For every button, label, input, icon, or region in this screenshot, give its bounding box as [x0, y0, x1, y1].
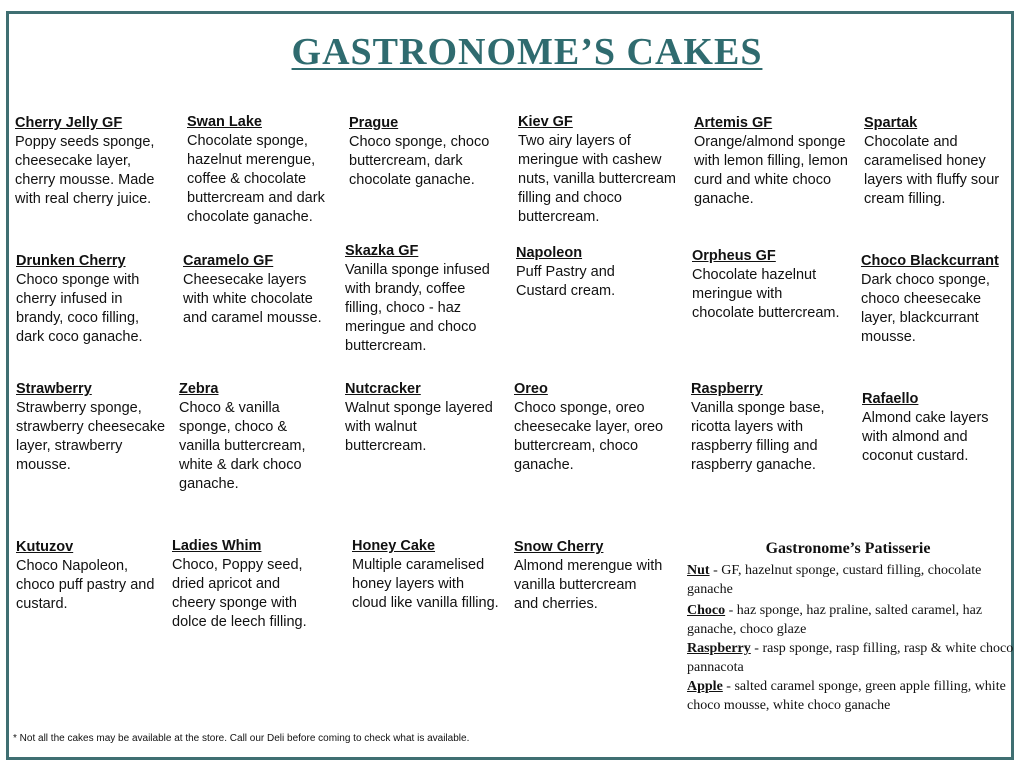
cake-name: Artemis GF	[694, 115, 773, 131]
patisserie-item-choco	[687, 601, 1017, 639]
cake-description: Vanilla sponge base, ricotta layers with raspberry filling and raspberry ganache.	[691, 400, 825, 473]
cake-drunken-cherry	[16, 252, 166, 347]
cake-name: Caramelo GF	[183, 253, 274, 269]
cake-orpheus	[692, 247, 842, 323]
cake-name: Choco Blackcurrant	[861, 253, 999, 269]
cake-name: Cherry Jelly GF	[15, 115, 123, 131]
cake-choco-blackcurrant	[861, 252, 1016, 347]
cake-description: Walnut sponge layered with walnut buttercream.	[345, 400, 493, 454]
cake-name: Kiev GF	[518, 114, 573, 130]
cake-name: Kutuzov	[16, 539, 74, 555]
cake-description: Almond merengue with vanilla buttercream and cherries.	[514, 558, 663, 612]
cake-description: Multiple caramelised honey layers with cloud like vanilla filling.	[352, 557, 499, 611]
cake-description: Choco & vanilla sponge, choco & vanilla buttercream, white & dark choco ganache.	[179, 400, 306, 492]
cake-napoleon	[516, 244, 666, 301]
page-title: GASTRONOME’S CAKES	[291, 31, 763, 73]
cake-artemis	[694, 114, 854, 209]
cake-spartak	[864, 114, 1006, 209]
cake-description: Choco Napoleon, choco puff pastry and custard.	[16, 558, 155, 612]
cake-description: Two airy layers of meringue with cashew nuts, vanilla buttercream filling and choco buttercream.	[518, 133, 676, 225]
cake-rafaello	[862, 390, 1010, 466]
cake-ladies-whim	[172, 537, 322, 632]
cake-raspberry	[691, 380, 846, 475]
cake-name: Nutcracker	[345, 381, 421, 397]
patisserie-item-nut	[687, 561, 1017, 599]
cake-description: Poppy seeds sponge, cheesecake layer, cherry mousse. Made with real cherry juice.	[15, 134, 155, 207]
cake-cherry-jelly	[15, 114, 175, 209]
cake-name: Snow Cherry	[514, 539, 604, 555]
cake-skazka	[345, 242, 505, 356]
cake-kutuzov	[16, 538, 156, 614]
cake-description: Cheesecake layers with white chocolate and caramel mousse.	[183, 272, 322, 326]
patisserie-item-raspberry	[687, 639, 1017, 677]
cake-zebra	[179, 380, 329, 494]
patisserie-item-description: - haz sponge, haz praline, salted caramel, haz ganache, choco glaze	[687, 603, 983, 637]
cake-swan-lake	[187, 113, 345, 227]
cake-description: Orange/almond sponge with lemon filling, lemon curd and white choco ganache.	[694, 134, 848, 207]
cake-nutcracker	[345, 380, 495, 456]
patisserie-item-description: - salted caramel sponge, green apple filling, white choco mousse, white choco ganache	[687, 679, 1006, 713]
cake-name: Oreo	[514, 381, 548, 397]
patisserie-item-name: Nut	[687, 563, 710, 578]
availability-footnote: * Not all the cakes may be available at the store. Call our Deli before coming to check what is available.	[13, 733, 470, 744]
cake-description: Vanilla sponge infused with brandy, coffee filling, choco - haz meringue and choco buttercream.	[345, 262, 490, 354]
cake-name: Spartak	[864, 115, 918, 131]
cake-description: Chocolate and caramelised honey layers with fluffy sour cream filling.	[864, 134, 1000, 207]
cake-description: Choco, Poppy seed, dried apricot and cheery sponge with dolce de leech filling.	[172, 557, 307, 630]
cake-prague	[349, 114, 509, 190]
cake-honey-cake	[352, 537, 502, 613]
patisserie-item-description: - GF, hazelnut sponge, custard filling, chocolate ganache	[687, 563, 982, 597]
cake-description: Choco sponge, choco buttercream, dark chocolate ganache.	[349, 134, 490, 188]
cake-name: Strawberry	[16, 381, 92, 397]
cake-name: Prague	[349, 115, 399, 131]
cake-name: Rafaello	[862, 391, 919, 407]
patisserie-title: Gastronome’s Patisserie	[765, 540, 931, 557]
cake-description: Dark choco sponge, choco cheesecake layer, blackcurrant mousse.	[861, 272, 990, 345]
cake-description: Chocolate hazelnut meringue with chocolate buttercream.	[692, 267, 840, 321]
cake-description: Choco sponge with cherry infused in brandy, coco filling, dark coco ganache.	[16, 272, 143, 345]
cake-snow-cherry	[514, 538, 664, 614]
cake-name: Raspberry	[691, 381, 763, 397]
cake-description: Choco sponge, oreo cheesecake layer, oreo buttercream, choco ganache.	[514, 400, 664, 473]
patisserie-item-name: Raspberry	[687, 641, 751, 656]
patisserie-item-apple	[687, 677, 1017, 715]
cake-oreo	[514, 380, 666, 475]
cake-strawberry	[16, 380, 166, 475]
cake-name: Drunken Cherry	[16, 253, 126, 269]
cake-name: Skazka GF	[345, 243, 419, 259]
cake-description: Chocolate sponge, hazelnut merengue, coffee & chocolate buttercream and dark chocolate ganache.	[187, 133, 325, 225]
patisserie-item-description: - rasp sponge, rasp filling, rasp & white choco pannacota	[687, 641, 1014, 675]
cake-name: Swan Lake	[187, 114, 262, 130]
cake-description: Almond cake layers with almond and coconut custard.	[862, 410, 989, 464]
cake-description: Strawberry sponge, strawberry cheesecake layer, strawberry mousse.	[16, 400, 166, 473]
cake-name: Honey Cake	[352, 538, 436, 554]
cake-name: Orpheus GF	[692, 248, 776, 264]
patisserie-item-name: Apple	[687, 679, 723, 694]
cake-name: Ladies Whim	[172, 538, 262, 554]
cake-description: Puff Pastry and Custard cream.	[516, 264, 616, 299]
patisserie-item-name: Choco	[687, 603, 726, 618]
cake-caramelo	[183, 252, 328, 328]
cake-name: Napoleon	[516, 245, 583, 261]
cake-name: Zebra	[179, 381, 219, 397]
cake-kiev	[518, 113, 683, 227]
